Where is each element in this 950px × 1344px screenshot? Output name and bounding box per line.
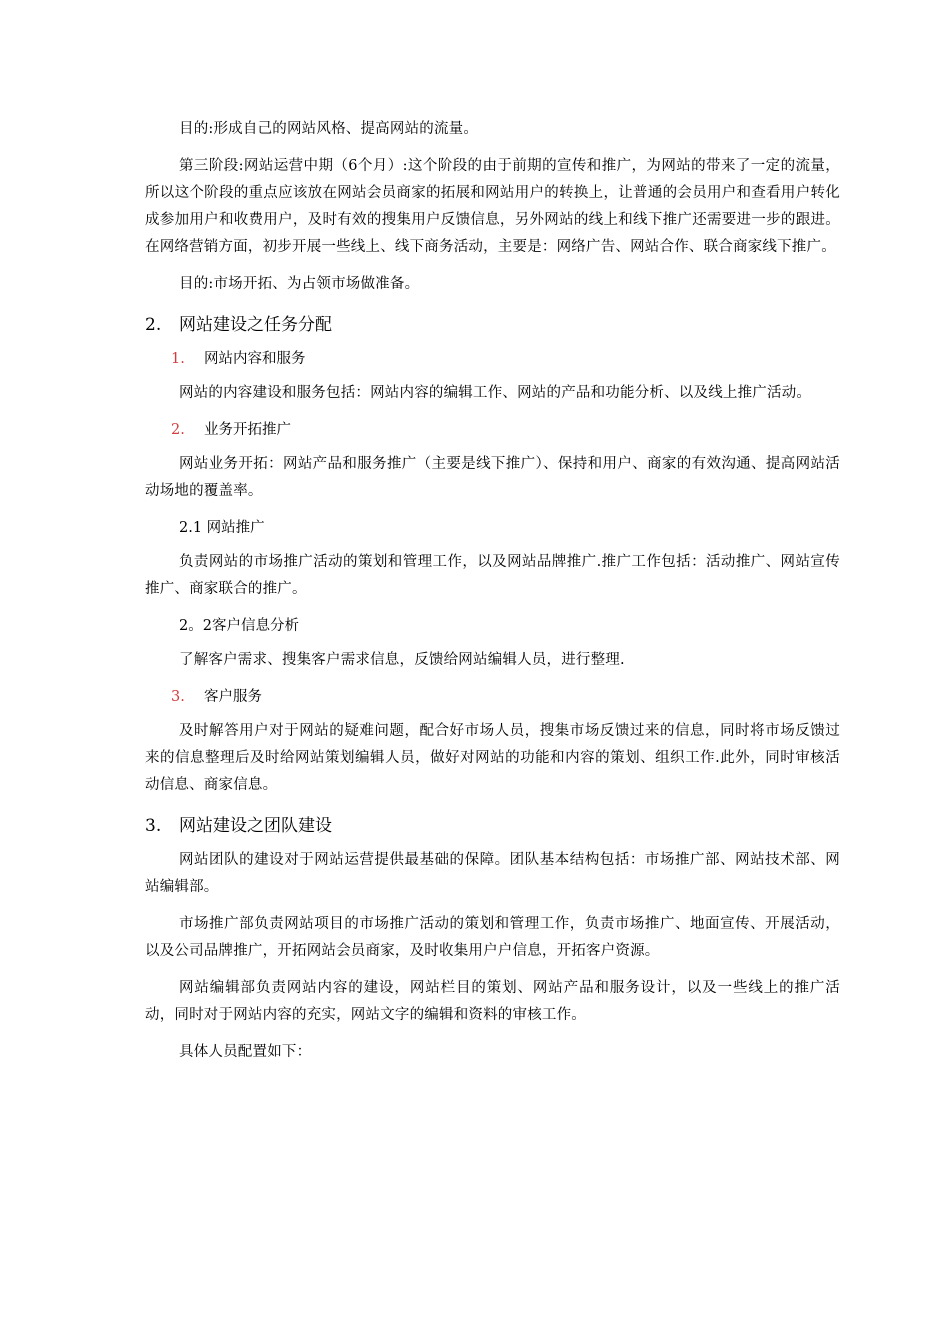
- paragraph-goal-market: 目的:市场开拓、为占领市场做准备。: [179, 276, 420, 292]
- heading-number: 2.: [145, 315, 162, 335]
- heading-text: 网站建设之团队建设: [179, 816, 332, 836]
- subheading-text: 网站内容和服务: [204, 351, 306, 367]
- paragraph-business-promotion: 网站业务开拓：网站产品和服务推广（主要是线下推广）、保持和用户、商家的有效沟通、提高网站活动场地的覆盖率。: [145, 456, 840, 499]
- subheading-business-promotion: [171, 417, 840, 443]
- subheading-number: 2.: [171, 422, 185, 438]
- paragraph-content-service: 网站的内容建设和服务包括：网站内容的编辑工作、网站的产品和功能分析、以及线上推广活动。: [179, 385, 812, 401]
- paragraph-marketing-dept: 市场推广部负责网站项目的市场推广活动的策划和管理工作，负责市场推广、地面宣传、开展活动，以及公司品牌推广，开拓网站会员商家，及时收集用户户信息，开拓客户资源。: [145, 916, 840, 959]
- paragraph-staffing: 具体人员配置如下：: [179, 1044, 312, 1060]
- subheading-number: 1.: [171, 351, 185, 367]
- paragraph-phase-three: 第三阶段:网站运营中期（6个月）:这个阶段的由于前期的宣传和推广，为网站的带来了一定的流量，所以这个阶段的重点应该放在网站会员商家的拓展和网站用户的转换上，让普通的会员用户和查看用户转化成参加用户和收费用户，及时有效的搜集用户反馈信息，另外网站的线上和线下推广还需要进一步的跟进。在网络营销方面，初步开展一些线上、线下商务活动，主要是：网络广告、网站合作、联合商家线下推广。: [145, 158, 840, 255]
- document-page: [145, 116, 840, 1076]
- subheading-customer-service: [171, 684, 840, 710]
- subsection-customer-info: 2。2客户信息分析: [179, 618, 299, 634]
- subheading-content-service: [171, 346, 840, 372]
- subsection-website-promotion: 2.1 网站推广: [179, 520, 265, 536]
- heading-number: 3.: [145, 816, 162, 836]
- heading-task-allocation: [145, 312, 840, 338]
- paragraph-goal-style: 目的:形成自己的网站风格、提高网站的流量。: [179, 121, 479, 137]
- paragraph-website-promotion: 负责网站的市场推广活动的策划和管理工作，以及网站品牌推广.推广工作包括：活动推广、网站宣传推广、商家联合的推广。: [145, 554, 840, 597]
- subheading-text: 业务开拓推广: [204, 422, 291, 438]
- paragraph-team-structure: 网站团队的建设对于网站运营提供最基础的保障。团队基本结构包括：市场推广部、网站技术部、网站编辑部。: [145, 852, 840, 895]
- paragraph-editing-dept: 网站编辑部负责网站内容的建设，网站栏目的策划、网站产品和服务设计，以及一些线上的推广活动，同时对于网站内容的充实，网站文字的编辑和资料的审核工作。: [145, 980, 840, 1023]
- heading-team-building: [145, 813, 840, 839]
- paragraph-customer-service: 及时解答用户对于网站的疑难问题，配合好市场人员，搜集市场反馈过来的信息，同时将市场反馈过来的信息整理后及时给网站策划编辑人员，做好对网站的功能和内容的策划、组织工作.此外，同时审核活动信息、商家信息。: [145, 723, 840, 793]
- subheading-number: 3.: [171, 689, 185, 705]
- heading-text: 网站建设之任务分配: [179, 315, 332, 335]
- paragraph-customer-info: 了解客户需求、搜集客户需求信息，反馈给网站编辑人员，进行整理.: [179, 652, 625, 668]
- subheading-text: 客户服务: [204, 689, 262, 705]
